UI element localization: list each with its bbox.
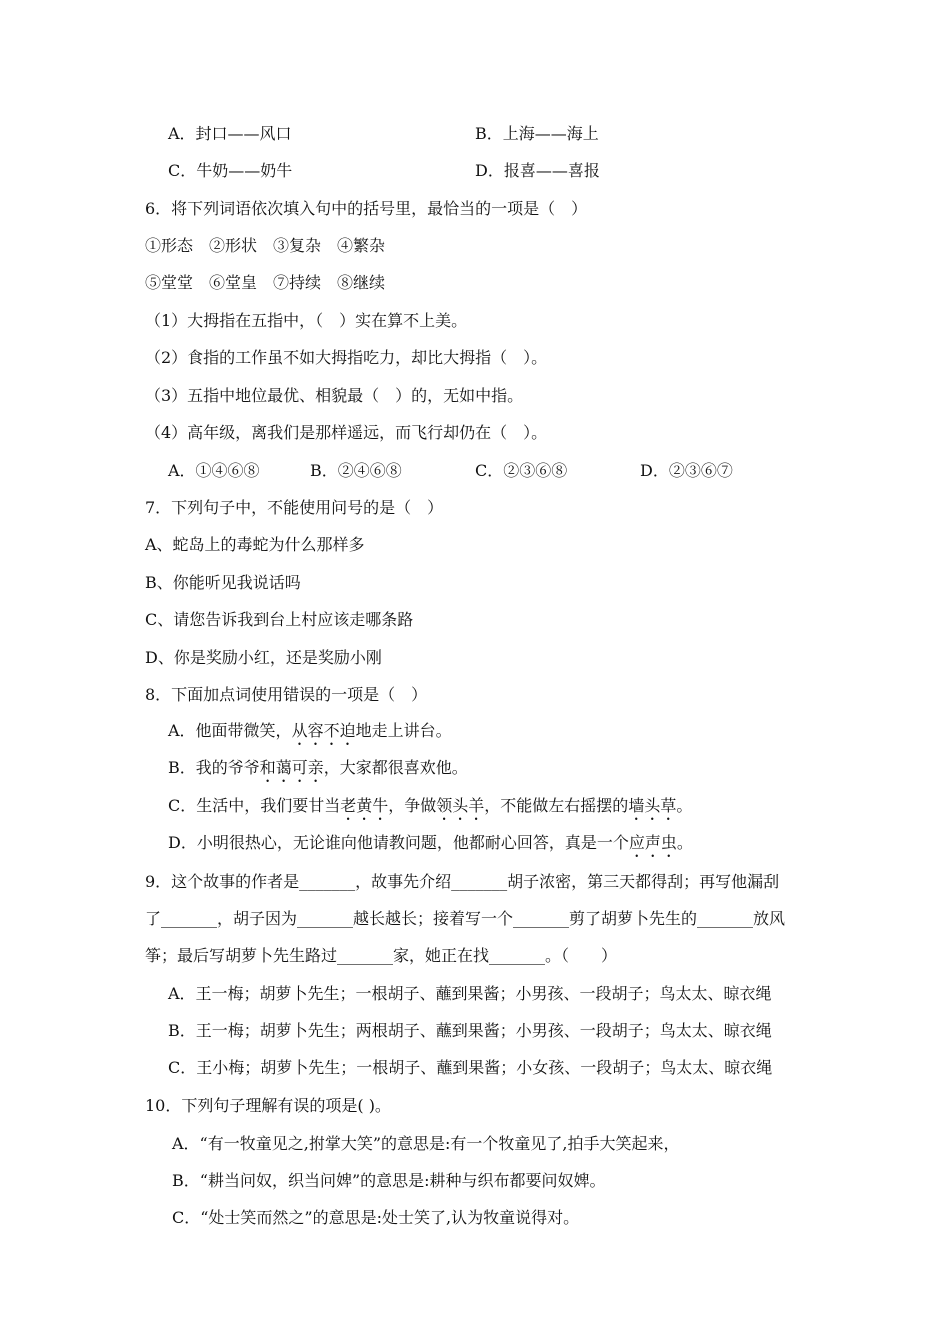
q8-b-dotted-word: 和蔼可亲 [259, 758, 324, 777]
q8-c-dotted-word-3: 墙头草 [628, 796, 677, 815]
q9-stem-line-1: 9．这个故事的作者是_______，故事先介绍_______胡子浓密，第三天都得刮；再写他漏刮 [145, 872, 780, 891]
q7-option-b: B、你能听见我说话吗 [145, 573, 301, 592]
q9-option-a: A．王一梅；胡萝卜先生；一根胡子、蘸到果酱；小男孩、一段胡子；鸟太太、晾衣绳 [168, 984, 772, 1003]
q6-sentence-3: （3）五指中地位最优、相貌最（ ）的，无如中指。 [145, 386, 524, 405]
q8-a-dotted-word: 从容不迫 [291, 721, 356, 740]
q9-stem-line-3: 筝；最后写胡萝卜先生路过_______家，她正在找_______。（ ） [145, 946, 618, 965]
q8-c-mid-2: ，不能做左右摇摆的 [484, 796, 629, 815]
q8-b-post: ，大家都很喜欢他。 [323, 758, 468, 777]
q8-d-post: 。 [676, 833, 693, 852]
q8-b-pre: B．我的爷爷 [168, 758, 260, 777]
q7-option-c: C、请您告诉我到台上村应该走哪条路 [145, 610, 414, 629]
q6-sentence-1: （1）大拇指在五指中，（ ）实在算不上美。 [145, 311, 468, 330]
q6-option-d: D．②③⑥⑦ [640, 461, 733, 480]
q9-stem-line-2: 了_______，胡子因为_______越长越长；接着写一个_______剪了胡萝卜先生的_______放风 [145, 909, 786, 928]
q8-option-c [168, 795, 692, 824]
q8-d-pre: D．小明很热心，无论谁向他请教问题，他都耐心回答，真是一个 [168, 833, 629, 852]
q7-stem: 7．下列句子中，不能使用问号的是（ ） [145, 498, 444, 517]
q8-c-post: 。 [676, 796, 693, 815]
q8-c-pre: C．生活中，我们要甘当 [168, 796, 341, 815]
q5-option-d: D．报喜——喜报 [475, 161, 600, 180]
q8-option-b [168, 757, 468, 786]
q10-option-a: A．“有一牧童见之,拊掌大笑”的意思是:有一个牧童见了,拍手大笑起来， [172, 1134, 680, 1153]
q6-word-list-1: ①形态 ②形状 ③复杂 ④繁杂 [145, 236, 386, 255]
q10-option-b: B．“耕当问奴，织当问婢”的意思是:耕种与织布都要问奴婢。 [172, 1171, 606, 1190]
q7-option-a: A、蛇岛上的毒蛇为什么那样多 [145, 535, 365, 554]
q8-c-mid-1: ，争做 [388, 796, 437, 815]
q7-option-d: D、你是奖励小红，还是奖励小刚 [145, 648, 382, 667]
q5-option-b: B．上海——海上 [475, 124, 599, 143]
q8-option-d [168, 832, 693, 861]
q8-a-pre: A．他面带微笑， [168, 721, 292, 740]
q8-a-post: 地走上讲台。 [355, 721, 452, 740]
q6-option-b: B．②④⑥⑧ [310, 461, 402, 480]
q10-stem: 10．下列句子理解有误的项是( )。 [145, 1096, 391, 1115]
q9-option-b: B．王一梅；胡萝卜先生；两根胡子、蘸到果酱；小男孩、一段胡子；鸟太太、晾衣绳 [168, 1021, 772, 1040]
q6-option-c: C．②③⑥⑧ [475, 461, 568, 480]
q8-d-dotted-word: 应声虫 [628, 833, 677, 852]
q8-c-dotted-word-2: 领头羊 [436, 796, 485, 815]
q8-option-a [168, 720, 452, 749]
q6-stem: 6．将下列词语依次填入句中的括号里，最恰当的一项是（ ） [145, 199, 588, 218]
q5-option-a: A．封口——风口 [168, 124, 292, 143]
q6-word-list-2: ⑤堂堂 ⑥堂皇 ⑦持续 ⑧继续 [145, 273, 386, 292]
q6-option-a: A．①④⑥⑧ [168, 461, 260, 480]
q5-option-c: C．牛奶——奶牛 [168, 161, 293, 180]
q6-sentence-2: （2）食指的工作虽不如大拇指吃力，却比大拇指（ ）。 [145, 348, 548, 367]
q9-option-c: C．王小梅；胡萝卜先生；一根胡子、蘸到果酱；小女孩、一段胡子；鸟太太、晾衣绳 [168, 1058, 773, 1077]
q8-stem: 8．下面加点词使用错误的一项是（ ） [145, 685, 428, 704]
q6-sentence-4: （4）高年级，离我们是那样遥远，而飞行却仍在（ ）。 [145, 423, 548, 442]
q8-c-dotted-word-1: 老黄牛 [340, 796, 389, 815]
q10-option-c: C．“处士笑而然之”的意思是:处士笑了,认为牧童说得对。 [172, 1208, 580, 1227]
